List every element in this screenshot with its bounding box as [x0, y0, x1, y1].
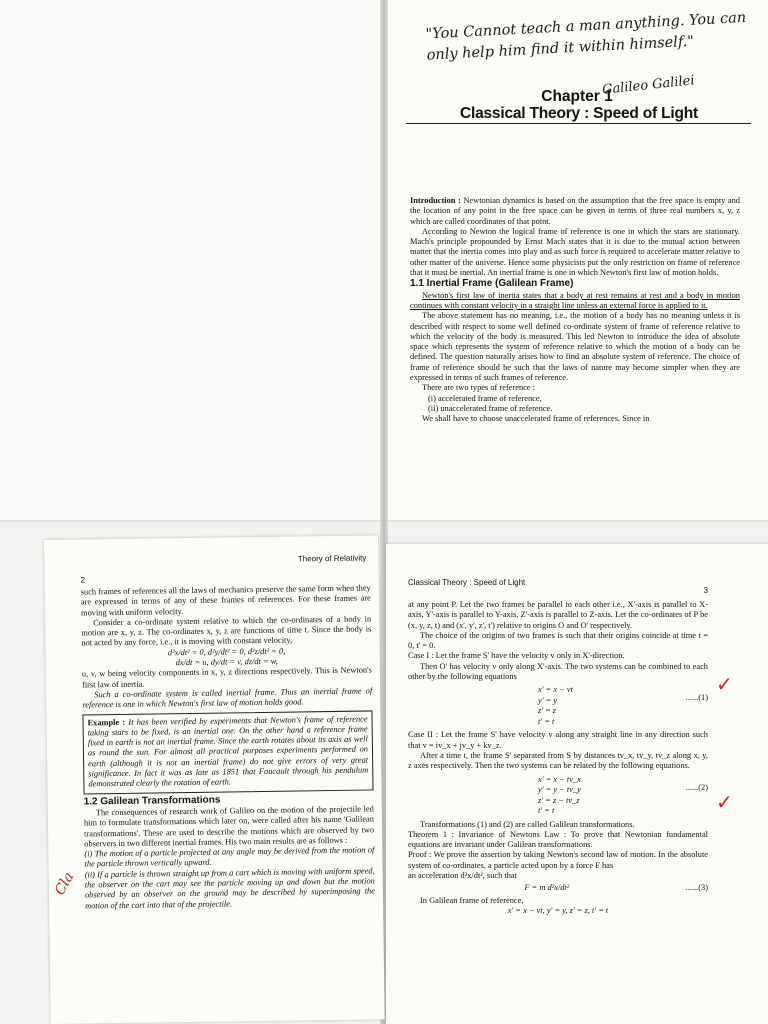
force-equation: F = m d²x/dt² ......(3): [524, 883, 708, 893]
case-heading: Case II : Let the frame S' have velocity v along any straight line in any direction such that v = iv_x + jv_y + kv_z.: [408, 730, 708, 750]
example-box: [82, 710, 373, 794]
list-item: (ii) If a particle is thrown straight up from a cart which is moving with uniform speed, the observer on the cart may see the particle moving up and down but the motion observed by an observer on the ground may be described by superimposing the motion of the cart into that of the projectile.: [84, 866, 375, 911]
paragraph: Newton's first law of inertia states that a body at rest remains at rest and a body in motion continues with constant velocity in a straight line unless an external force is applied to it.: [410, 290, 740, 310]
margin-note: Cla: [51, 869, 78, 898]
paragraph: Such a co-ordinate system is called inertial frame. Thus an inertial frame of reference is one in which Newton's first law of motion holds good.: [82, 686, 373, 710]
blank-page: [0, 0, 382, 520]
intro-label: Introduction :: [410, 196, 464, 205]
equation: y' = y − tv_y: [538, 785, 581, 795]
equation: t' = t: [538, 806, 555, 816]
paragraph: such frames of references all the laws of mechanics preserve the same form when they are expressed in terms of any of these frames of references. For these frames are moving with uniform velocity.: [80, 583, 371, 618]
chapter-title: Classical Theory : Speed of Light: [459, 105, 698, 122]
page3-body: [408, 600, 708, 916]
page-2: [44, 535, 385, 1024]
title-rule: [406, 123, 751, 124]
equation: z' = z: [538, 706, 557, 716]
example-label: Example :: [87, 717, 129, 727]
section-heading: 1.1 Inertial Frame (Galilean Frame): [410, 278, 574, 290]
quote-author: Galileo Galilei: [601, 73, 696, 98]
list-item: (ii) unaccelerated frame of reference.: [428, 403, 553, 413]
theorem: Theorem 1 : Invariance of Newtons Law : To prove that Newtonian fundamental equations are invariant under Galilean transformations.: [408, 829, 708, 850]
example-text: It has been verified by experiments that Newton's frame of reference taking stars to be fixed, is an inertial one. On the other hand a reference frame fixed in earth is not an inertial frame. Since the earth rotates about its axis as well as round the sun. For almost all practical purposes experiments performed on earth (although it is not an inertial frame) do not give errors of very great significance. In fact it was as late as 1851 that Foucault through his pendulum demonstrated clearly the rotation of earth.: [87, 714, 369, 789]
list-item: (i) accelerated frame of reference,: [428, 393, 542, 403]
page2-body: [81, 583, 375, 911]
list-item: (i) The motion of a particle projected at any angle may be derived from the motion of the particle thrown vertically upward.: [84, 845, 375, 869]
paragraph: Transformations (1) and (2) are called Galilean transformations.: [420, 819, 635, 829]
paragraph: at any point P. Let the two frames be parallel to each other i.e., X'-axis is parallel to X-axis, Y'-axis is parallel to Y-axis, Z'-axis is parallel to Z-axis. Let the co-ordinates of P be (x, y, z, t) and (x', y', z', t') relative to origins O and O' respectively.: [408, 600, 708, 630]
paragraph: Then O' has velocity v only along X'-axis. The two systems can be combined to each other by the following equations: [408, 661, 708, 682]
equation-number: ......(3): [685, 883, 708, 893]
equation: t' = t: [538, 716, 555, 726]
handwritten-quote: "You Cannot teach a man anything. You can only help him find it within himself.": [425, 9, 747, 64]
proof: Proof : We prove the assertion by taking Newton's second law of motion. In the absolute system of co-ordinates, a particle acted upon by a force F has: [408, 850, 708, 870]
page-number: 3: [703, 586, 708, 595]
equation-number: ......(1): [685, 693, 708, 703]
paragraph: According to Newton the logical frame of reference is one in which the stars are stationary. Mach's principle propounded by Ernst Mach states that it is due to the mutual action between matter that the inertia comes into play and as such force is required to accelerate matter relative to other matter of the universe. Hence some physicists put the only restriction on frame of reference that it must be inertial. An inertial frame is one in which Newton's first law of motion holds.: [410, 226, 740, 278]
paragraph: After a time t, the frame S' separated from S by distances tv_x, tv_y, tv_z along x, y, z axes respectively. Then the two systems can be related by the following equations.: [408, 750, 708, 771]
equation: dx/dt = u, dy/dt = v, dz/dt = w,: [175, 656, 278, 668]
equation: d²x/dt² = 0, d²y/dt² = 0, d²z/dt² = 0,: [167, 646, 286, 658]
equation-number: ......(2): [685, 782, 708, 792]
chapter-opening-page: [386, 0, 768, 520]
running-head: Classical Theory : Speed of Light: [408, 578, 526, 587]
check-mark-icon: ✓: [716, 672, 733, 696]
chapter-number: Chapter 1: [541, 88, 613, 105]
paragraph: The above statement has no meaning, i.e., the motion of a body has no meaning unless it is described with respect to some well defined co-ordinate system of frame of reference relative to which the velocity of the body is measured. This led Newton to introduce the idea of absolute space which represents the system of reference relative to which the motion of a body can be defined. The question naturally arises how to find an absolute system of reference. The choice of frame of reference should be such that the laws of nature may become simpler when they are expressed in terms of such frames of reference.: [410, 311, 740, 383]
intro-text: Newtonian dynamics is based on the assumption that the free space is empty and the location of any point in the free space can be given in terms of three real numbers x, y, z which are called coordinates of that point.: [410, 196, 740, 226]
page-3: [386, 544, 768, 1024]
paragraph: The choice of the origins of two frames is such that their origins coincide at time t = 0, t' = 0.: [408, 630, 708, 651]
equation-set-1: [538, 685, 708, 727]
equation: x' = x − vt, y' = y, z' = z, t' = t: [507, 905, 609, 915]
paragraph: In Galilean frame of reference,: [420, 895, 524, 905]
equation: x' = x − tv_x: [538, 774, 581, 784]
equation: z' = z − tv_z: [538, 795, 580, 805]
case-heading: Case I : Let the frame S' have the velocity v only in X'-direction.: [408, 651, 625, 661]
paragraph: The consequences of research work of Galileo on the motion of the projectile led him to formulate transformations which later on, were called after his name 'Galilean transformations'. These are used to describe the motions which are observed by two observers in two different inertial frames. His two main results are as follows :: [83, 804, 375, 849]
check-mark-icon: ✓: [716, 790, 733, 814]
equation: y' = y: [538, 695, 558, 705]
running-head: Theory of Relativity: [297, 553, 367, 564]
page-number: 2: [80, 575, 86, 585]
section-heading: 1.2 Galilean Transformations: [83, 794, 221, 808]
equation-set-2: [538, 775, 708, 817]
paragraph: We shall have to choose unaccelerated frame of references. Since in: [422, 414, 650, 424]
paragraph: Consider a co-ordinate system relative to which the co-ordinates of a body in motion are x, y, z. The co-ordinates x, y, z are functions of time t. Since the body is not acted by any force, i.e., it is moving with constant velocity,: [81, 614, 372, 648]
equation: x' = x − vt: [538, 685, 573, 695]
paragraph: u, v, w being velocity components in x, y, z directions respectively. This is Newton's first law of inertia.: [81, 665, 372, 690]
paragraph: an acceleration d²x/dt², such that: [408, 871, 517, 881]
list-intro: There are two types of reference :: [422, 383, 535, 393]
page1-body: [410, 196, 740, 425]
